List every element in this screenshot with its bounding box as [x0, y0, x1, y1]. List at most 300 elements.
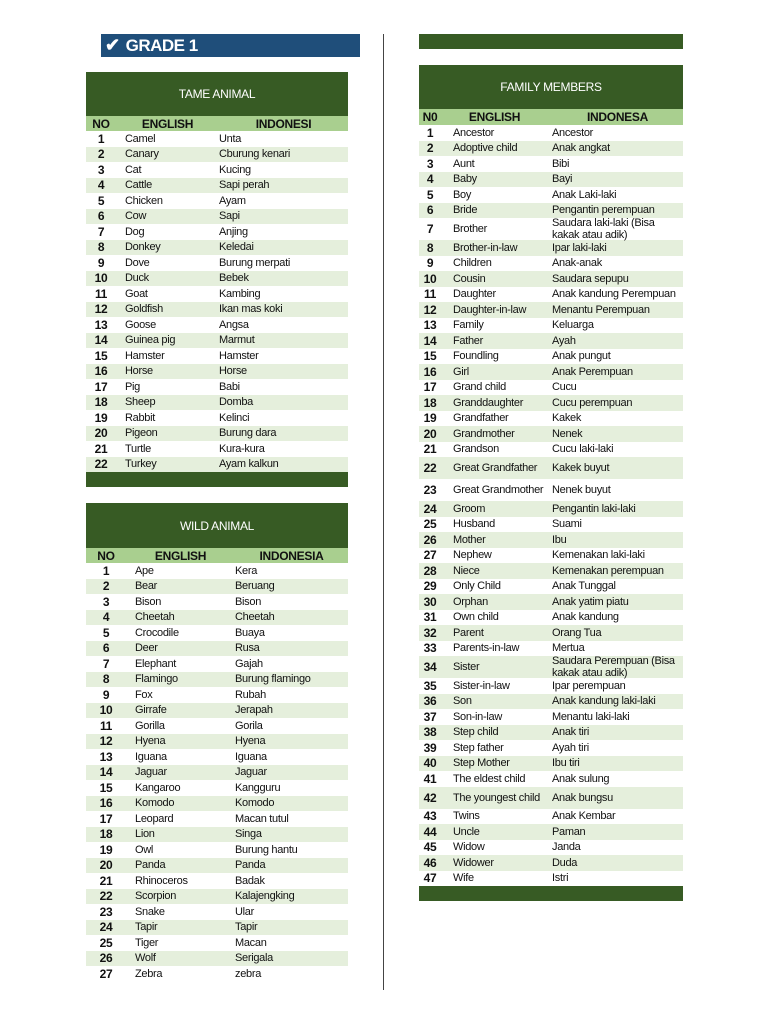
row-indonesia: Kura-kura [219, 442, 265, 455]
row-english: Cousin [453, 272, 486, 285]
table-row [86, 858, 348, 874]
table-row [419, 625, 683, 641]
table-row [419, 271, 683, 287]
row-number: 19 [94, 410, 108, 425]
row-english: Ancestor [453, 126, 495, 139]
row-number: 5 [102, 625, 110, 640]
row-english: The youngest child [453, 791, 540, 804]
row-english: Granddaughter [453, 396, 524, 409]
row-indonesia: Singa [235, 828, 262, 841]
grade-label: GRADE 1 [125, 35, 198, 55]
table-row [86, 904, 348, 920]
row-english: Cat [125, 163, 142, 176]
row-number: 10 [423, 271, 437, 286]
row-english: The eldest child [453, 772, 526, 785]
row-number: 2 [97, 147, 105, 162]
row-number: 16 [99, 796, 113, 811]
check-mark-icon: ✔ [105, 35, 120, 55]
row-number: 9 [426, 256, 434, 271]
row-number: 12 [99, 734, 113, 749]
row-english: Family [453, 319, 484, 332]
row-english: Nephew [453, 549, 492, 562]
table-row [419, 871, 683, 887]
row-english: Brother-in-law [453, 241, 518, 254]
table-row [86, 395, 348, 411]
column-divider [383, 34, 384, 990]
row-indonesia: Tapir [235, 921, 258, 934]
top-green-bar [419, 34, 683, 49]
row-indonesia: Serigala [235, 952, 273, 965]
row-english: Parent [453, 626, 484, 639]
table-row [419, 380, 683, 396]
table-row [419, 203, 683, 219]
row-number: 44 [423, 824, 437, 839]
table-row [86, 656, 348, 672]
row-english: Goat [125, 287, 148, 300]
row-number: 20 [94, 426, 108, 441]
row-number: 3 [426, 156, 434, 171]
row-number: 30 [423, 594, 437, 609]
row-indonesia: Komodo [235, 797, 275, 810]
table-row [86, 749, 348, 765]
row-number: 12 [423, 302, 437, 317]
row-number: 41 [423, 771, 437, 786]
table-row [86, 920, 348, 936]
header-english: ENGLISH [154, 548, 207, 563]
row-indonesia: Anak tiri [552, 726, 590, 739]
row-english: Bear [135, 580, 158, 593]
row-indonesia: Domba [219, 396, 253, 409]
table-row [419, 824, 683, 840]
row-indonesia: Nenek buyut [552, 484, 611, 496]
row-english: Pigeon [125, 427, 158, 440]
row-indonesia: Kakek [552, 412, 582, 425]
table-row [86, 935, 348, 951]
row-number: 6 [102, 641, 110, 656]
row-number: 24 [423, 501, 437, 516]
row-english: Komodo [135, 797, 175, 810]
table-row [419, 855, 683, 871]
row-number: 4 [102, 610, 110, 625]
table-row [86, 426, 348, 442]
row-indonesia: Paman [552, 825, 586, 838]
table-row [86, 224, 348, 240]
header-english: ENGLISH [468, 110, 521, 124]
row-english: Panda [135, 859, 166, 872]
row-english: Cow [125, 210, 147, 223]
row-indonesia: Cheetah [235, 611, 275, 624]
table-row [86, 317, 348, 333]
table-row [86, 610, 348, 626]
wild-animal-table [86, 503, 348, 982]
table-row [86, 842, 348, 858]
table-row [419, 364, 683, 380]
table-row [86, 379, 348, 395]
row-english: Widow [453, 841, 485, 854]
table-header [419, 109, 683, 125]
row-indonesia: Ikan mas koki [219, 303, 283, 316]
row-indonesia: Macan tutul [235, 812, 289, 825]
table-row [419, 349, 683, 365]
row-english: Sheep [125, 396, 156, 409]
table-row [86, 302, 348, 318]
row-number: 23 [423, 483, 437, 497]
row-indonesia: Cucu laki-laki [552, 443, 614, 456]
row-number: 12 [94, 302, 108, 317]
table-row [86, 796, 348, 812]
row-indonesia: Macan [235, 936, 267, 949]
row-number: 17 [423, 380, 437, 395]
row-number: 40 [423, 756, 437, 771]
table-row [419, 287, 683, 303]
row-indonesia: Jaguar [235, 766, 267, 779]
table-row [86, 410, 348, 426]
header-english: ENGLISH [141, 116, 194, 131]
row-number: 9 [97, 255, 105, 270]
row-number: 35 [423, 678, 437, 693]
row-number: 5 [97, 193, 105, 208]
table-row [86, 193, 348, 209]
row-indonesia: Kambing [219, 287, 261, 300]
row-number: 13 [423, 318, 437, 333]
row-indonesia: Cucu [552, 381, 577, 394]
row-number: 18 [423, 395, 437, 410]
row-english: Only Child [453, 580, 501, 593]
row-indonesia: Anak Laki-laki [552, 188, 617, 201]
row-number: 4 [97, 178, 105, 193]
row-english: Sister [453, 661, 480, 673]
row-indonesia: Gajah [235, 657, 263, 670]
row-number: 10 [99, 703, 113, 718]
row-english: Rhinoceros [135, 874, 188, 887]
table-row [86, 255, 348, 271]
table-row [419, 156, 683, 172]
row-number: 26 [99, 951, 113, 966]
row-indonesia: Ancestor [552, 126, 594, 139]
table-title: FAMILY MEMBERS [419, 65, 683, 109]
row-english: Adoptive child [453, 142, 518, 155]
row-number: 3 [97, 162, 105, 177]
table-row [86, 131, 348, 147]
table-row [86, 271, 348, 287]
row-number: 36 [423, 694, 437, 709]
row-number: 33 [423, 641, 437, 656]
row-indonesia: Anak angkat [552, 142, 610, 155]
row-number: 15 [94, 348, 108, 363]
table-row [86, 889, 348, 905]
table-row [86, 579, 348, 595]
row-english: Kangaroo [135, 781, 181, 794]
table-row [419, 318, 683, 334]
row-number: 34 [423, 660, 437, 674]
row-number: 16 [94, 364, 108, 379]
row-number: 13 [99, 749, 113, 764]
table-row [86, 333, 348, 349]
table-row [419, 709, 683, 725]
table-row [86, 162, 348, 178]
row-indonesia: Rusa [235, 642, 260, 655]
row-indonesia: Kemenakan laki-laki [552, 549, 645, 562]
table-row [86, 672, 348, 688]
table-row [419, 517, 683, 533]
row-number: 25 [99, 935, 113, 950]
row-english: Dove [125, 256, 150, 269]
row-english: Niece [453, 564, 480, 577]
row-english: Groom [453, 502, 486, 515]
table-row [419, 694, 683, 710]
row-english: Elephant [135, 657, 177, 670]
row-number: 1 [426, 125, 434, 140]
row-english: Parents-in-law [453, 642, 520, 655]
row-number: 27 [423, 548, 437, 563]
row-english: Fox [135, 688, 153, 701]
row-number: 32 [423, 625, 437, 640]
row-english: Son [453, 695, 472, 708]
row-english: Step Mother [453, 757, 510, 770]
row-number: 37 [423, 709, 437, 724]
row-number: 47 [423, 871, 437, 886]
row-number: 29 [423, 579, 437, 594]
row-indonesia: Kangguru [235, 781, 281, 794]
table-row [86, 734, 348, 750]
table-row [86, 827, 348, 843]
row-number: 22 [94, 457, 108, 472]
row-indonesia: Anak kandung laki-laki [552, 695, 656, 708]
table-row [419, 610, 683, 626]
row-number: 21 [94, 441, 108, 456]
row-english: Hamster [125, 349, 165, 362]
row-english: Foundling [453, 350, 499, 363]
row-number: 15 [423, 349, 437, 364]
row-indonesia: Sapi perah [219, 179, 270, 192]
header-indonesia: INDONESI [255, 116, 312, 131]
row-indonesia: Mertua [552, 642, 585, 655]
row-indonesia: Bibi [552, 157, 570, 170]
row-english: Camel [125, 132, 156, 145]
row-indonesia: Saudara sepupu [552, 272, 629, 285]
row-indonesia: Kelinci [219, 411, 250, 424]
row-number: 2 [102, 579, 110, 594]
row-indonesia: Rubah [235, 688, 266, 701]
row-number: 11 [423, 287, 437, 302]
table-row [86, 594, 348, 610]
row-indonesia: zebra [235, 967, 262, 980]
row-number: 3 [102, 594, 110, 609]
row-indonesia: Hyena [235, 735, 266, 748]
header-no: NO [97, 548, 115, 563]
row-number: 46 [423, 855, 437, 870]
row-indonesia: Angsa [219, 318, 249, 331]
table-row [86, 441, 348, 457]
row-english: Cheetah [135, 611, 175, 624]
row-number: 39 [423, 740, 437, 755]
row-english: Canary [125, 148, 159, 161]
row-english: Twins [453, 810, 480, 823]
row-number: 11 [99, 718, 113, 733]
header-indonesia: INDONESA [587, 110, 648, 124]
row-indonesia: Babi [219, 380, 240, 393]
row-english: Turtle [125, 442, 151, 455]
table-row [419, 457, 683, 479]
row-indonesia: Kera [235, 564, 258, 577]
table-row [419, 442, 683, 458]
row-indonesia: Iguana [235, 750, 267, 763]
row-number: 8 [426, 240, 434, 255]
row-number: 8 [97, 240, 105, 255]
row-number: 6 [97, 209, 105, 224]
table-row [419, 532, 683, 548]
table-row [419, 740, 683, 756]
row-indonesia: Anak pungut [552, 350, 611, 363]
row-indonesia: Saudara laki-laki (Bisa kakak atau adik) [552, 217, 655, 241]
row-indonesia: Anak-anak [552, 257, 602, 270]
table-title: TAME ANIMAL [86, 72, 348, 116]
row-indonesia: Saudara Perempuan (Bisa kakak atau adik) [552, 655, 675, 679]
row-english: Sister-in-law [453, 679, 510, 692]
row-english: Daughter-in-law [453, 303, 527, 316]
table-row [86, 765, 348, 781]
row-indonesia: Ipar perempuan [552, 679, 626, 692]
row-english: Tiger [135, 936, 159, 949]
row-english: Horse [125, 365, 153, 378]
row-indonesia: Suami [552, 518, 582, 531]
row-english: Goldfish [125, 303, 163, 316]
row-indonesia: Ipar laki-laki [552, 241, 607, 254]
table-row [419, 809, 683, 825]
row-english: Grandmother [453, 427, 515, 440]
row-indonesia: Pengantin perempuan [552, 204, 655, 217]
row-number: 5 [426, 187, 434, 202]
row-indonesia: Burung hantu [235, 843, 298, 856]
table-row [86, 348, 348, 364]
row-number: 14 [99, 765, 113, 780]
row-indonesia: Panda [235, 859, 266, 872]
row-english: Father [453, 334, 483, 347]
row-number: 14 [94, 333, 108, 348]
row-indonesia: Kalajengking [235, 890, 295, 903]
table-row [419, 548, 683, 564]
row-number: 22 [99, 889, 113, 904]
row-number: 17 [94, 379, 108, 394]
row-number: 15 [99, 780, 113, 795]
row-indonesia: Bayi [552, 173, 573, 186]
row-indonesia: Cucu perempuan [552, 396, 633, 409]
row-number: 9 [102, 687, 110, 702]
row-number: 42 [423, 790, 437, 805]
row-number: 18 [94, 395, 108, 410]
table-header [86, 548, 348, 563]
table-row [419, 501, 683, 517]
row-english: Uncle [453, 825, 480, 838]
table-row [86, 364, 348, 380]
row-english: Grand child [453, 381, 506, 394]
row-indonesia: Anak yatim piatu [552, 595, 629, 608]
row-number: 1 [102, 563, 110, 578]
row-english: Children [453, 257, 492, 270]
row-number: 21 [423, 442, 437, 457]
header-no: NO [92, 116, 110, 131]
table-row [86, 209, 348, 225]
row-indonesia: Anjing [219, 225, 248, 238]
row-english: Tapir [135, 921, 158, 934]
row-number: 7 [102, 656, 110, 671]
row-number: 10 [94, 271, 108, 286]
row-english: Orphan [453, 595, 488, 608]
table-row [419, 302, 683, 318]
row-number: 17 [99, 811, 113, 826]
row-english: Rabbit [125, 411, 155, 424]
table-row [86, 147, 348, 163]
row-english: Goose [125, 318, 156, 331]
table-row [419, 641, 683, 657]
table-row [419, 125, 683, 141]
row-english: Guinea pig [125, 334, 176, 347]
row-english: Cattle [125, 179, 152, 192]
row-english: Leopard [135, 812, 174, 825]
row-indonesia: Ayah [552, 334, 576, 347]
row-number: 8 [102, 672, 110, 687]
row-indonesia: Jerapah [235, 704, 273, 717]
family-members-table [419, 65, 683, 901]
row-number: 1 [97, 131, 105, 146]
table-row [86, 718, 348, 734]
table-row [86, 780, 348, 796]
row-indonesia: Bebek [219, 272, 249, 285]
row-indonesia: Burung dara [219, 427, 277, 440]
row-english: Step child [453, 726, 499, 739]
row-english: Dog [125, 225, 145, 238]
table-row [419, 426, 683, 442]
table-row [419, 479, 683, 501]
row-indonesia: Pengantin laki-laki [552, 502, 636, 515]
row-english: Widower [453, 856, 494, 869]
row-indonesia: Hamster [219, 349, 259, 362]
row-number: 23 [99, 904, 113, 919]
row-number: 6 [426, 203, 434, 218]
row-number: 16 [423, 364, 437, 379]
row-indonesia: Anak bungsu [552, 791, 613, 804]
row-english: Great Grandfather [453, 462, 538, 474]
table-row [419, 656, 683, 678]
row-english: Lion [135, 828, 155, 841]
row-english: Girrafe [135, 704, 167, 717]
row-english: Grandson [453, 443, 499, 456]
header-indonesia: INDONESIA [259, 548, 324, 563]
row-english: Owl [135, 843, 154, 856]
row-indonesia: Menantu Perempuan [552, 303, 650, 316]
row-english: Grandfather [453, 412, 509, 425]
row-english: Wife [453, 872, 474, 885]
row-indonesia: Menantu laki-laki [552, 710, 630, 723]
row-english: Turkey [125, 458, 157, 471]
row-english: Bride [453, 204, 478, 217]
row-number: 7 [426, 222, 434, 236]
row-indonesia: Badak [235, 874, 265, 887]
row-number: 27 [99, 966, 113, 981]
table-row [419, 579, 683, 595]
row-indonesia: Anak kandung [552, 611, 619, 624]
row-number: 24 [99, 920, 113, 935]
row-indonesia: Gorila [235, 719, 263, 732]
table-row [86, 873, 348, 889]
table-footer [86, 472, 348, 487]
table-row [419, 678, 683, 694]
row-indonesia: Ibu [552, 533, 567, 546]
row-number: 19 [423, 411, 437, 426]
row-english: Chicken [125, 194, 163, 207]
row-indonesia: Kemenakan perempuan [552, 564, 664, 577]
table-row [86, 641, 348, 657]
